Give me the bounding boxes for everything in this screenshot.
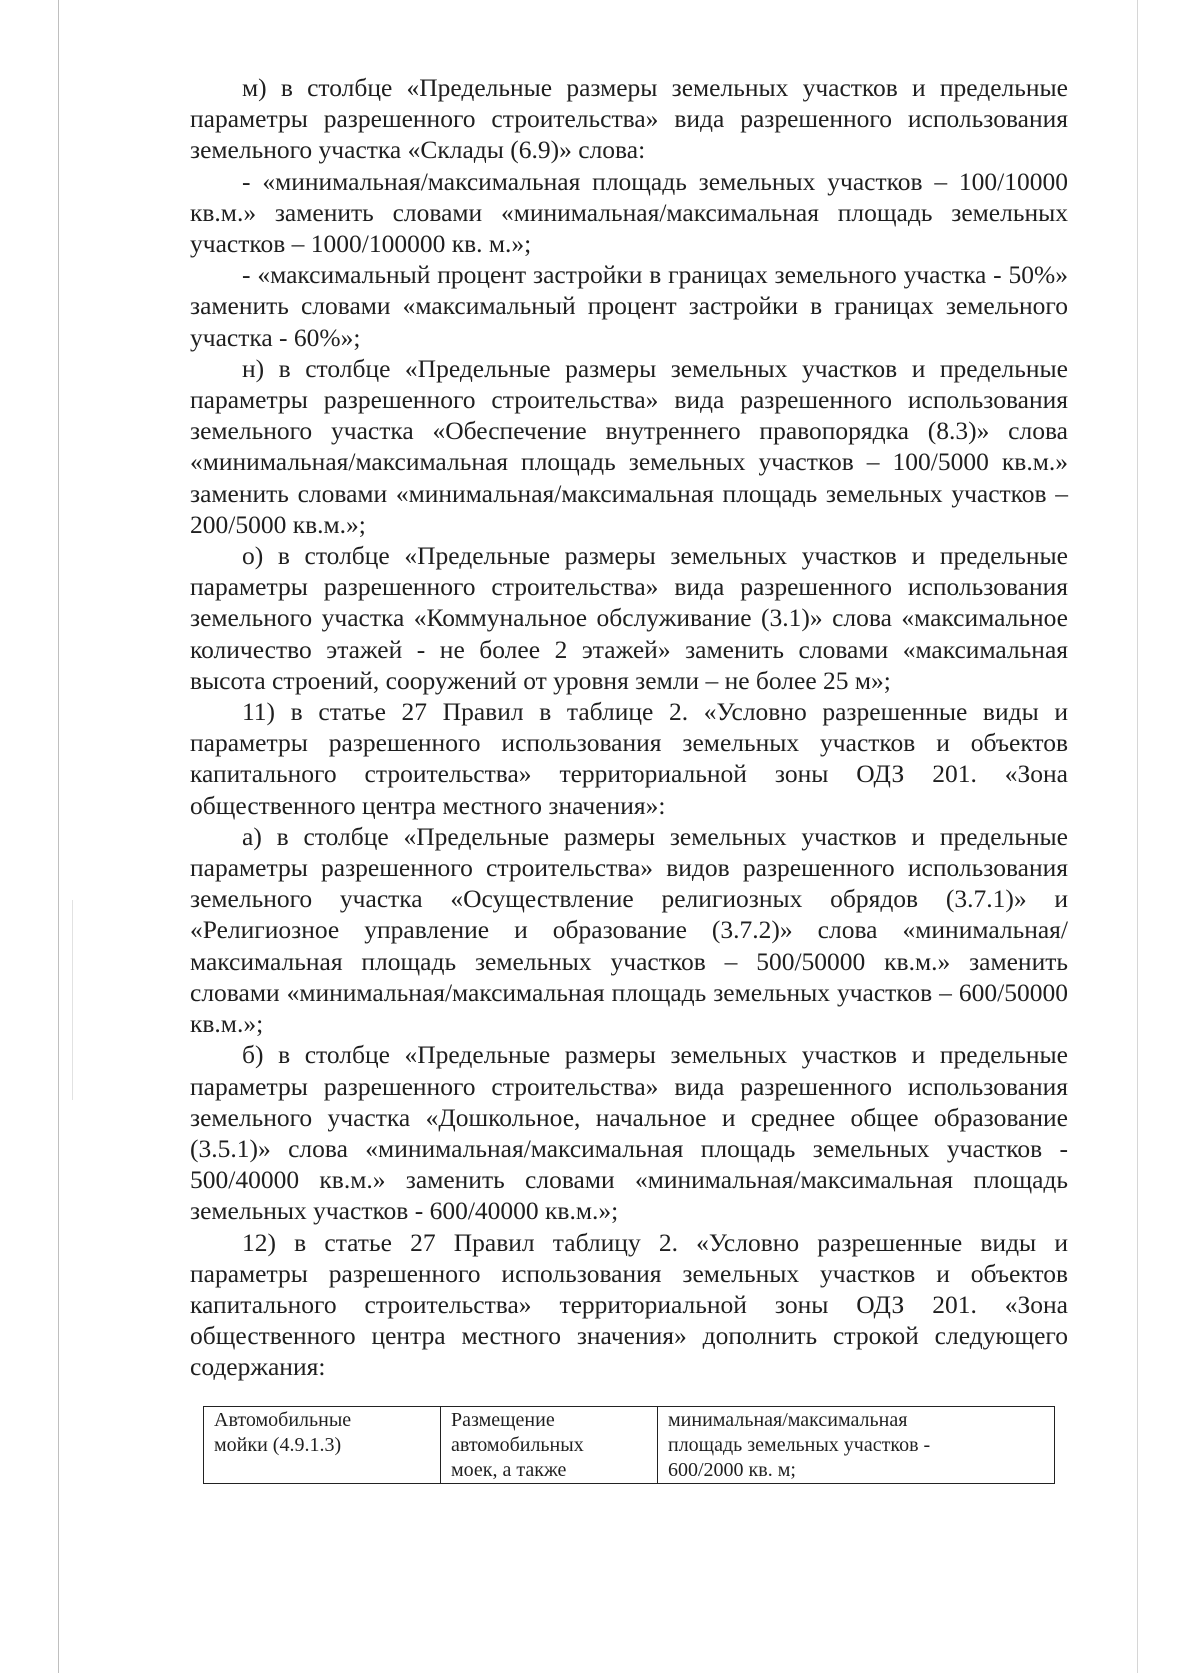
table-cell-parameters <box>658 1407 1055 1484</box>
paragraph-m-item-2: - «максимальный процент застройки в границах земельного участка - 50%» заменить словами «максимальный процент застройки в границах земельного участка - 60%»; <box>190 260 1068 352</box>
scan-edge-right <box>1137 0 1138 1673</box>
additional-row-table <box>203 1406 1055 1484</box>
paragraph-12: 12) в статье 27 Правил таблицу 2. «Условно разрешенные виды и параметры разрешенного использования земельных участков и объектов капитального строительства» территориальной зоны ОДЗ 201. «Зона общественного центра местного значения» дополнить строкой следующего содержания: <box>190 1227 1068 1382</box>
paragraph-n: н) в столбце «Предельные размеры земельных участков и предельные параметры разрешенного строительства» вида разрешенного использования земельного участка «Обеспечение внутреннего правопорядка (8.3)» слова «минимальная/максимальная площадь земельных участков – 100/5000 кв.м.» заменить словами «минимальная/максимальная площадь земельных участков – 200/5000 кв.м.»; <box>190 353 1068 539</box>
table-cell-use-type <box>204 1407 441 1484</box>
scan-artifact-line <box>72 900 73 1100</box>
cell-line: мойки (4.9.1.3) <box>214 1434 342 1456</box>
paragraph-o: о) в столбце «Предельные размеры земельных участков и предельные параметры разрешенного строительства» вида разрешенного использования земельного участка «Коммунальное обслуживание (3.1)» слова «максимальное количество этажей - не более 2 этажей» заменить словами «максимальная высота строений, сооружений от уровня земли – не более 25 м»; <box>190 541 1068 695</box>
cell-line: Размещение <box>451 1409 555 1431</box>
cell-line: площадь земельных участков - <box>668 1434 931 1456</box>
document-body <box>190 72 1068 1383</box>
cell-line: автомобильных <box>451 1434 584 1456</box>
cell-line: 600/2000 кв. м; <box>668 1459 796 1481</box>
paragraph-m-item-1: - «минимальная/максимальная площадь земельных участков – 100/10000 кв.м.» заменить словами «минимальная/максимальная площадь земельных участков – 1000/100000 кв. м.»; <box>190 166 1068 259</box>
table-row <box>204 1407 1055 1484</box>
paragraph-m: м) в столбце «Предельные размеры земельных участков и предельные параметры разрешенного строительства» вида разрешенного использования земельного участка «Склады (6.9)» слова: <box>190 73 1068 165</box>
scan-edge-left <box>58 0 59 1673</box>
paragraph-11: 11) в статье 27 Правил в таблице 2. «Условно разрешенные виды и параметры разрешенного использования земельных участков и объектов капитального строительства» территориальной зоны ОДЗ 201. «Зона общественного центра местного значения»: <box>190 697 1068 820</box>
paragraph-11-a: а) в столбце «Предельные размеры земельных участков и предельные параметры разрешенного строительства» видов разрешенного использования земельного участка «Осуществление религиозных обрядов (3.7.1)» и «Религиозное управление и образование (3.7.2)» слова «минимальная/максимальная площадь земельных участков – 500/50000 кв.м.» заменить словами «минимальная/максимальная площадь земельных участков – 600/50000 кв.м.»; <box>190 821 1068 1039</box>
paragraph-11-b: б) в столбце «Предельные размеры земельных участков и предельные параметры разрешенного строительства» вида разрешенного использования земельного участка «Дошкольное, начальное и среднее общее образование (3.5.1)» слова «минимальная/максимальная площадь земельных участков - 500/40000 кв.м.» заменить словами «минимальная/максимальная площадь земельных участков - 600/40000 кв.м.»; <box>190 1040 1068 1226</box>
cell-line: минимальная/максимальная <box>668 1409 908 1431</box>
table-cell-description <box>441 1407 658 1484</box>
cell-line: моек, а также <box>451 1459 567 1481</box>
cell-line: Автомобильные <box>214 1409 352 1431</box>
